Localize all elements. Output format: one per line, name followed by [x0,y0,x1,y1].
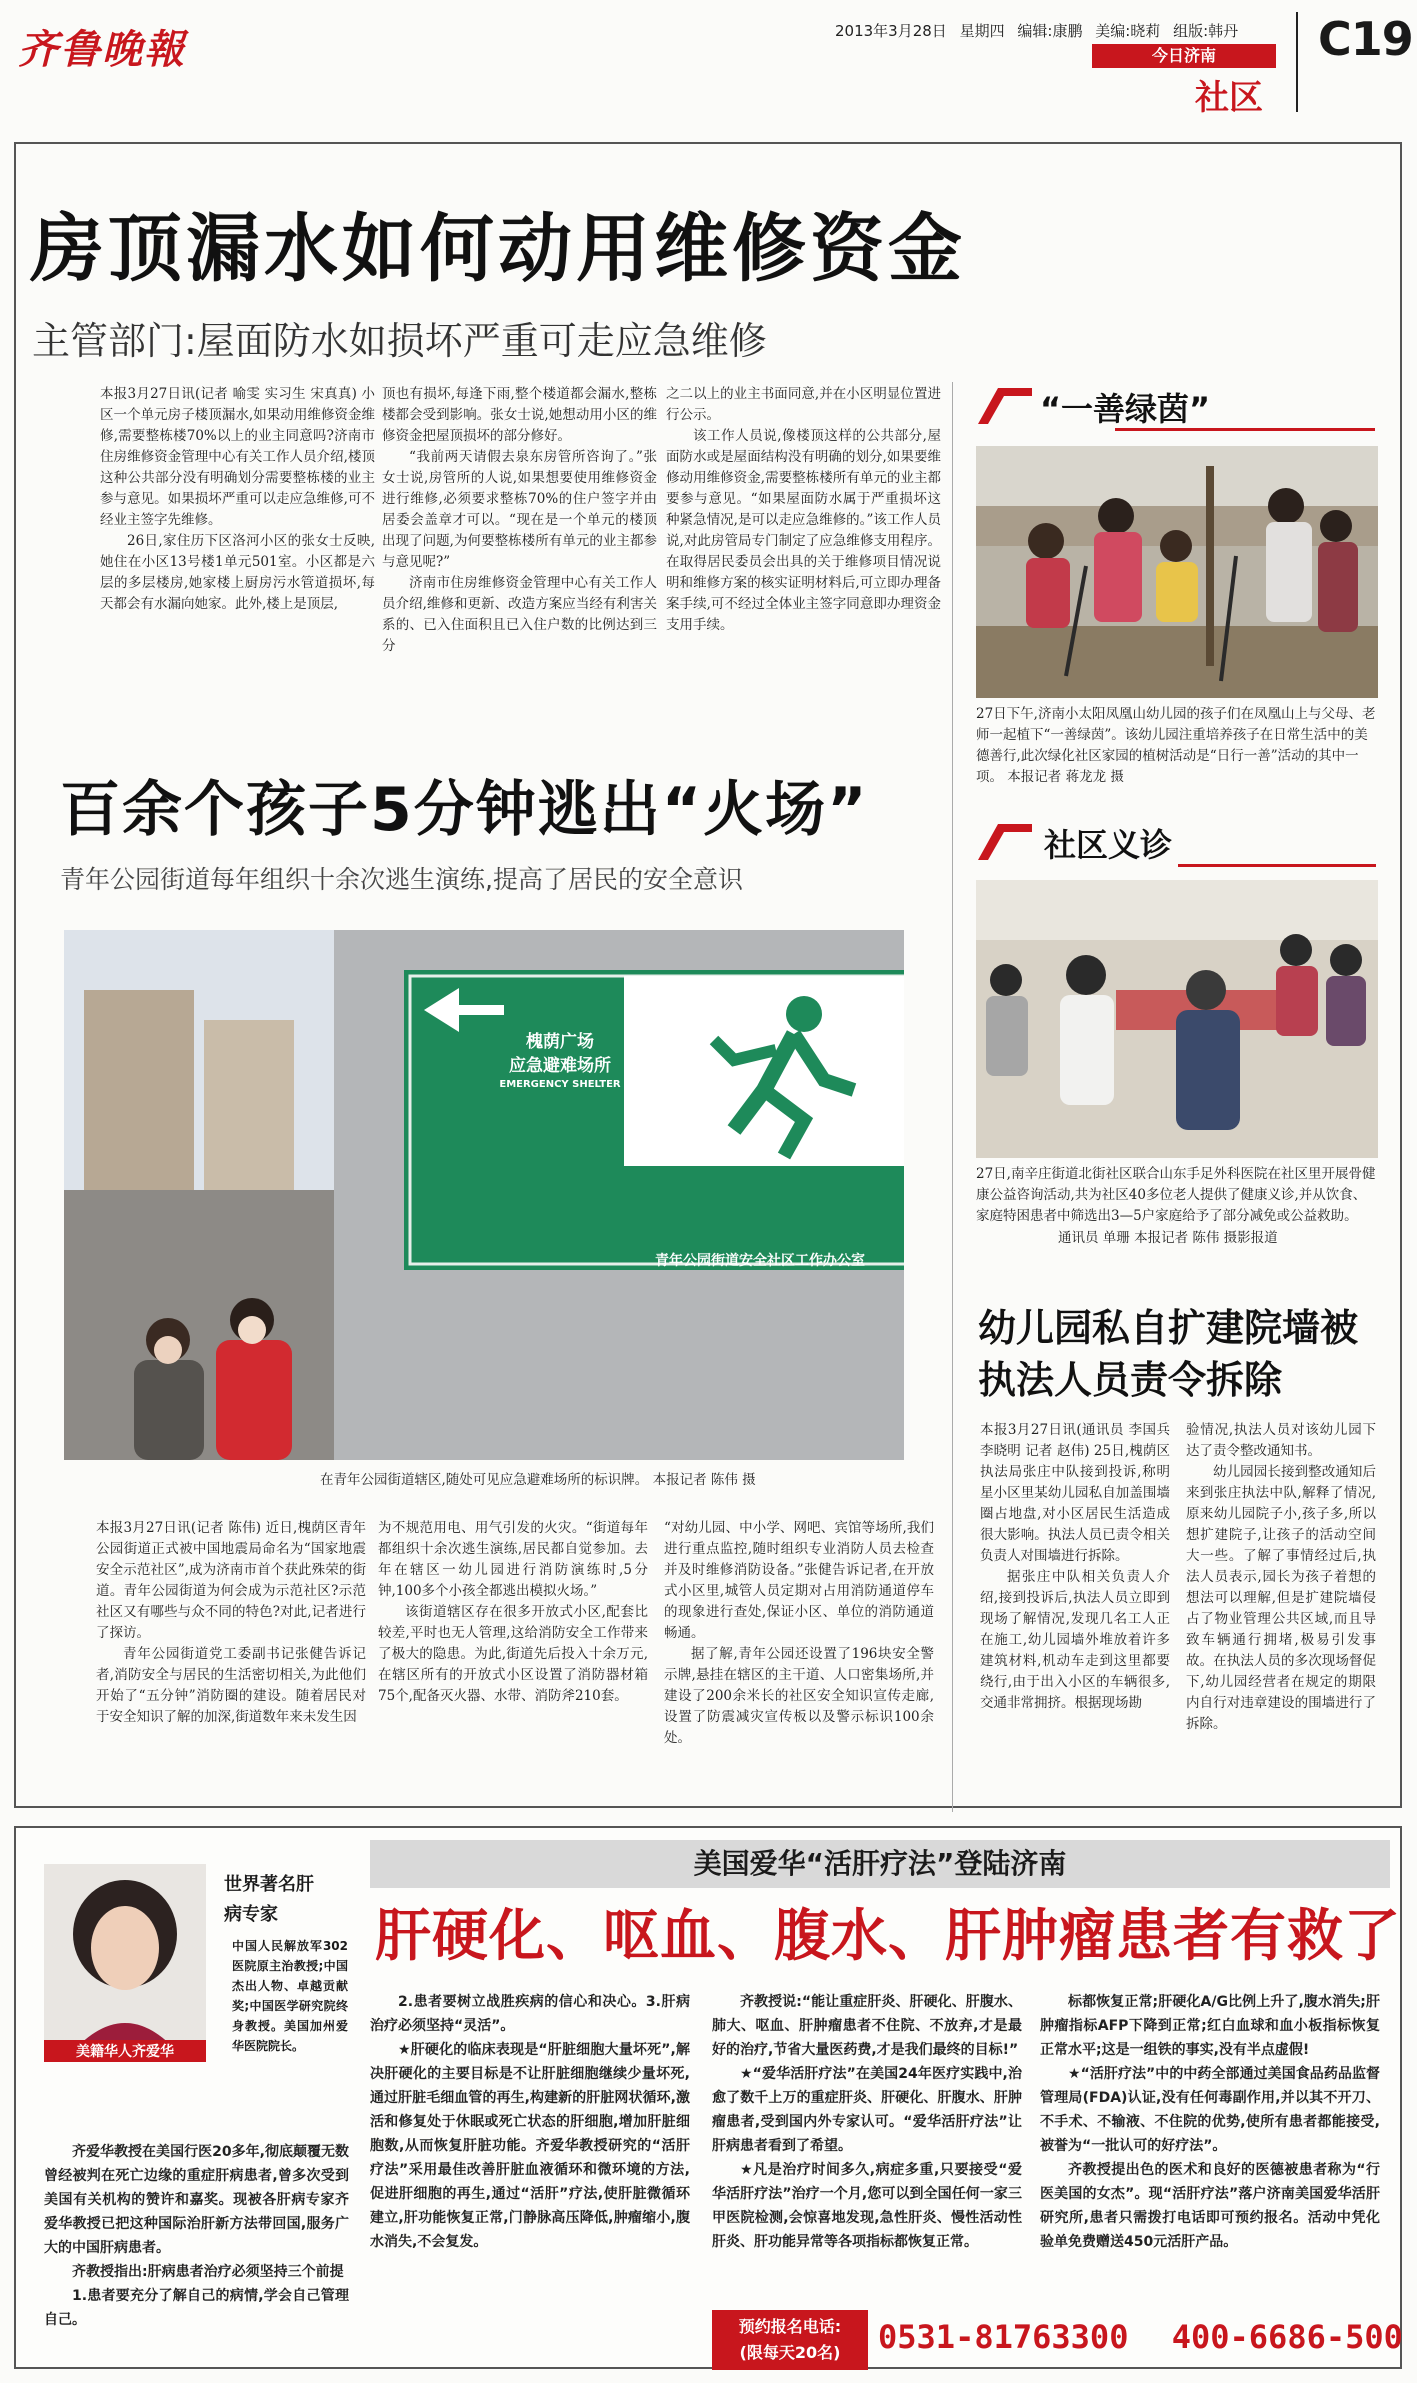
ad-paragraph: ★凡是治疗时间多久,病症多重,只要接受“爱华活肝疗法”治疗一个月,您可以到全国任何一家三甲医院检测,会惊喜地发现,急性肝炎、慢性活动性肝炎、肝功能异常等各项指标都恢复正常。 [712,2162,1022,2250]
ad-paragraph: ★肝硬化的临床表现是“肝脏细胞大量坏死”,解决肝硬化的主要目标是不让肝脏细胞继续少量坏死,通过肝脏毛细血管的再生,构建新的肝脏网状循环,激活和修复处于休眠或死亡状态的肝细胞,增加肝脏细胞数,从而恢复肝脏功能。齐爱华教授研究的“活肝疗法”采用最佳改善肝脏血液循环和微环境的方法,促进肝细胞的再生,通过“活肝”疗法,使肝脏微循环建立,肝功能恢复正常,门静脉高压降低,肿瘤缩小,腹水消失,不会复发。 [370,2042,690,2250]
sign-en: EMERGENCY SHELTER [499,1079,621,1090]
ad-paragraph: 齐教授提出色的医术和良好的医德被患者称为“行医美国的女杰”。现“活肝疗法”落户济南美国爱华活肝研究所,患者只需拨打电话即可预约报名。活动中凭化验单免费赠送450元活肝产品。 [1040,2162,1380,2250]
ad-paragraph: 2.患者要树立战胜疾病的信心和决心。3.肝病治疗必须坚持“灵活”。 [370,1994,690,2034]
story3-column-2 [1186,1420,1376,1790]
emergency-shelter-photo [64,930,904,1460]
story3-lead: 本报3月27日讯(通讯员 李国兵 李晓明 记者 赵伟) 25日,槐荫区执法局张庄中队接到投诉,称明星小区里某幼儿园私自加盖围墙圈占地盘,对小区居民生活造成很大影响。执法人员已责令相关负责人对围墙进行拆除。 [980,1422,1170,1564]
story2-paragraph: 该街道辖区存在很多开放式小区,配套比较差,平时也无人管理,这给消防安全工作带来了极大的隐患。为此,街道先后投入十余万元,在辖区所有的开放式小区设置了消防器材箱75个,配备灭火器、水带、消防斧210套。 [378,1604,648,1704]
column-divider [952,382,953,1812]
story2-paragraph: “对幼儿园、中小学、网吧、宾馆等场所,我们进行重点监控,随时组织专业消防人员去检查并及时维修消防设备。”张健告诉记者,在开放式小区里,城管人员定期对占用消防通道停车的现象进行查处,保证小区、单位的消防通道畅通。 [664,1520,934,1641]
phone-number-2: 400-6686-500 [1171,2318,1403,2356]
story2-subhead: 青年公园街道每年组织十余次逃生演练,提高了居民的安全意识 [60,865,743,894]
sidebar-marker-icon [978,824,1032,860]
story1-headline: 房顶漏水如何动用维修资金 [30,206,966,292]
sidebar1-rule [1115,428,1375,431]
story2-caption: 在青年公园街道辖区,随处可见应急避难场所的标识牌。 本报记者 陈伟 摄 [320,1472,756,1488]
ad-column-3 [712,1990,1022,2302]
sign-text [470,1030,650,1092]
sidebar2-caption: 27日,南辛庄街道北街社区联合山东手足外科医院在社区里开展骨健康公益咨询活动,共为社区40多位老人提供了健康义诊,并从饮食、家庭特困患者中筛选出3—5户家庭给予了部分减免或公益救助。 [976,1166,1376,1224]
story2-column-2 [378,1518,648,1794]
sidebar1-caption: 27日下午,济南小太阳凤凰山幼儿园的孩子们在凤凰山上与父母、老师一起植下“一善绿茵”。该幼儿园注重培养孩子在日常生活中的美德善行,此次绿化社区家园的植树活动是“日行一善”活动的其中一项。 本报记者 蒋龙龙 摄 [976,706,1376,785]
ad-paragraph: 标都恢复正常;肝硬化A/G比例上升了,腹水消失;肝肿瘤指标AFP下降到正常;红白血球和血小板指标恢复正常水平;这是一组铁的事实,没有半点虚假! [1040,1994,1380,2058]
story1-lead: 本报3月27日讯(记者 喻雯 实习生 宋真真) 小区一个单元房子楼顶漏水,如果动用维修资金维修,需要整栋楼70%以上的业主同意吗?济南市住房维修资金管理中心有关工作人员介绍,楼顶这种公共部分没有明确划分需要整栋楼的业主参与意见。如果损坏严重可以走应急维修,可不经业主签字先维修。 [100,386,375,528]
ad-banner: 美国爱华“活肝疗法”登陆济南 [370,1840,1390,1888]
page-number: C19 [1318,12,1413,66]
sidebar-marker-icon [978,388,1032,424]
section-name: 社区 [1195,78,1263,118]
ad-paragraph: 齐教授说:“能让重症肝炎、肝硬化、肝腹水、肺大、呕血、肝肿瘤患者不住院、不放弃,才是最好的治疗,节省大量医药费,才是我们最终的目标!” [712,1994,1022,2058]
phone-label-box [712,2310,868,2370]
story1-paragraph: 之二以上的业主书面同意,并在小区明显位置进行公示。 [666,386,941,423]
ad-paragraph: 1.患者要充分了解自己的病情,学会自己管理自己。 [44,2288,349,2328]
ad-headline: 肝硬化、呕血、腹水、肝肿瘤患者有救了 [375,1904,1401,1969]
ad-column-2 [370,1990,690,2362]
issue-weekday: 星期四 [959,22,1005,40]
story2-paragraph: 据了解,青年公园还设置了196块安全警示牌,悬挂在辖区的主干道、人口密集场所,并建设了200余米长的社区安全知识宣传走廊,设置了防震减灾宣传板以及警示标识100余处。 [664,1646,934,1746]
tree-planting-photo [976,446,1378,698]
story1-column-3 [666,384,941,714]
ad-column-4 [1040,1990,1380,2302]
sign-org: 青年公园街道安全社区工作办公室 [655,1253,865,1269]
ad-paragraph: ★“爱华活肝疗法”在美国24年医疗实践中,治愈了数千上万的重症肝炎、肝硬化、肝腹水、肝肿瘤患者,受到国内外专家认可。“爱华活肝疗法”让肝病患者看到了希望。 [712,2066,1022,2154]
story1-subhead: 主管部门:屋面防水如损坏严重可走应急维修 [32,319,767,363]
ad-paragraph: 齐教授指出:肝病患者治疗必须坚持三个前提 [72,2264,344,2280]
story2-lead: 本报3月27日讯(记者 陈伟) 近日,槐荫区青年公园街道正式被中国地震局命名为“国家地震安全示范社区”,成为济南市首个获此殊荣的街道。青年公园街道为何会成为示范社区?示范社区又有哪些与众不同的特色?对此,记者进行了探访。 [96,1520,366,1641]
story3-paragraph: 验情况,执法人员对该幼儿园下达了责令整改通知书。 [1186,1422,1376,1459]
free-clinic-photo [976,880,1378,1158]
story2-column-1 [96,1518,366,1794]
phone-label: 预约报名电话: [738,2317,842,2336]
story2-paragraph: 为不规范用电、用气引发的火灾。“街道每年都组织十余次逃生演练,居民都自觉参加。去年在辖区一幼儿园进行消防演练时,5分钟,100多个小孩全都逃出模拟火场。” [378,1520,648,1599]
expert-title: 世界著名肝病专家 [224,1874,314,1925]
story2-column-3 [664,1518,934,1794]
story1-paragraph: “我前两天请假去泉东房管所咨询了。”张女士说,房管所的人说,如果想要使用维修资金进行维修,必须要求整栋70%的住户签字并由居委会盖章才可以。“现在是一个单元的楼顶出现了问题,为何要整栋楼所有单元的业主都参与意见呢?” [382,449,657,570]
story2-paragraph: 青年公园街道党工委副书记张健告诉记者,消防安全与居民的生活密切相关,为此他们开始了“五分钟”消防圈的建设。随着居民对于安全知识了解的加深,街道数年来未发生因 [96,1646,366,1725]
story3-column-1 [980,1420,1170,1790]
story1-paragraph: 该工作人员说,像楼顶这样的公共部分,屋面防水或是屋面结构没有明确的划分,如果要维修动用维修资金,需要整栋楼所有单元的业主都要参与意见。“如果屋面防水属于严重损坏这种紧急情况,是可以走应急维修的。”该工作人员说,对此房管局专门制定了应急维修支用程序。在取得居民委员会出具的关于维修项目情况说明和维修方案的核实证明材料后,可立即办理备案手续,可不经过全体业主签字同意即办理资金支用手续。 [666,428,941,633]
story3-headline: 幼儿园私自扩建院墙被执法人员责令拆除 [978,1306,1359,1402]
phone-numbers [878,2318,1403,2356]
expert-portrait [44,1864,206,2062]
story1-paragraph: 济南市住房维修资金管理中心有关工作人员介绍,维修和更新、改造方案应当经有利害关系的、已入住面积且已入住户数的比例达到三分 [382,575,657,654]
story3-paragraph: 据张庄中队相关负责人介绍,接到投诉后,执法人员立即到现场了解情况,发现几名工人正在施工,幼儿园墙外堆放着许多建筑材料,机动车走到这里都要绕行,由于出入小区的车辆很多,交通非常拥挤。根据现场勘 [980,1569,1170,1711]
story2-headline: 百余个孩子5分钟逃出“火场” [60,775,869,845]
issue-date: 2013年3月28日 [835,22,947,40]
issue-meta [835,20,1246,41]
phone-limit: (限每天20名) [739,2343,841,2362]
ad-paragraph: ★“活肝疗法”中的中药全部通过美国食品药品监督管理局(FDA)认证,没有任何毒副作用,并以其不开刀、不手术、不输液、不住院的优势,使所有患者都能接受,被誉为“一批认可的好疗法”。 [1040,2066,1380,2154]
ad-column-1 [44,2140,349,2362]
masthead-divider [1296,12,1298,112]
art-credit: 美编:晓莉 [1095,22,1161,40]
story1-column-2 [382,384,657,714]
newspaper-logo: 齐鲁晚報 [18,26,186,73]
sidebar2-rule [1178,864,1376,867]
layout-credit: 组版:韩丹 [1173,22,1239,40]
sidebar1-title: “一善绿茵” [1040,390,1211,428]
story1-paragraph: 顶也有损坏,每逢下雨,整个楼道都会漏水,整栋楼都会受到影响。张女士说,她想动用小区的维修资金把屋顶损坏的部分修好。 [382,386,657,444]
expert-desc: 中国人民解放军302医院原主治教授;中国杰出人物、卓越贡献奖;中国医学研究院终身教授。美国加州爱华医院院长。 [232,1939,348,2053]
edition-label: 今日济南 [1092,44,1276,68]
story3-paragraph: 幼儿园园长接到整改通知后来到张庄执法中队,解释了情况,原来幼儿园院子小,孩子多,所以想扩建院子,让孩子的活动空间大一些。了解了事情经过后,执法人员表示,园长为孩子着想的想法可以理解,但是扩建院墙侵占了物业管理公共区域,而且导致车辆通行拥堵,极易引发事故。在执法人员的多次现场督促下,幼儿园经营者在规定的期限内自行对违章建设的围墙进行了拆除。 [1186,1464,1376,1732]
ad-paragraph: 齐爱华教授在美国行医20多年,彻底颠覆无数曾经被判在死亡边缘的重症肝病患者,曾多次受到美国有关机构的赞许和嘉奖。现被各肝病专家齐爱华教授已把这种国际治肝新方法带回国,服务广大的中国肝病患者。 [44,2144,349,2256]
sidebar2-title: 社区义诊 [1044,826,1173,864]
story1-paragraph: 26日,家住历下区洛河小区的张女士反映,她住在小区13号楼1单元501室。小区都是六层的多层楼房,她家楼上厨房污水管道损坏,每天都会有水漏向她家。此外,楼上是顶层, [100,533,375,612]
sign-place: 槐荫广场 [526,1032,594,1052]
portrait-label: 美籍华人齐爱华 [76,2044,174,2060]
editor-credit: 编辑:康鹏 [1017,22,1083,40]
story1-column-1 [100,384,375,714]
sign-title: 应急避难场所 [509,1056,611,1076]
phone-number-1: 0531-81763300 [878,2318,1129,2356]
sidebar2-credit: 通讯员 单珊 本报记者 陈伟 摄影报道 [1058,1230,1278,1246]
